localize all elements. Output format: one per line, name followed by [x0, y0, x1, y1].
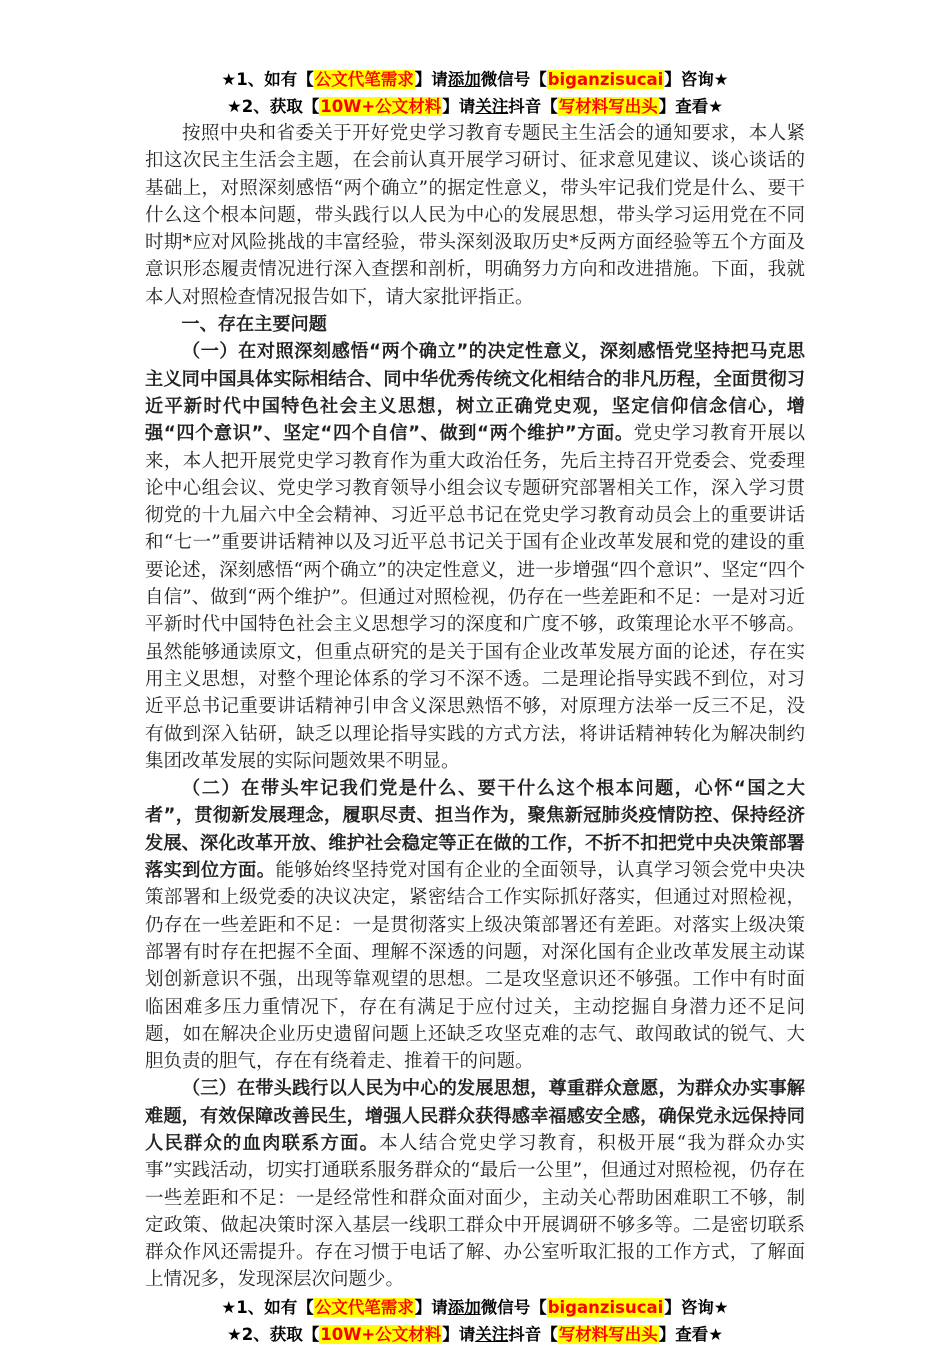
promo-highlight: 公文代笔需求 [314, 70, 414, 89]
promo-highlight: 写材料写出头 [558, 1324, 658, 1344]
section-heading: 一、存在主要问题 [181, 314, 327, 336]
promo-highlight: 10W+公文材料 [320, 97, 442, 116]
promo-underline: 添加 [447, 70, 481, 89]
promo-highlight: 10W+公文材料 [320, 1324, 442, 1344]
promo-underline: 关注 [475, 1324, 509, 1344]
promo-text: 】咨询★ [664, 70, 729, 89]
promo-text: 微信号【 [480, 70, 547, 89]
document-body [145, 66, 805, 1348]
promo-underline: 关注 [475, 97, 509, 116]
item-bold-lead: （二）在带头牢记我们党是什么、要干什么这个根本问题，心怀“国之大者”，贯彻新发展理念，履职尽责、担当作为，聚焦新冠肺炎疫情防控、保持经济发展、深化改革开放、维护社会稳定等正在做的工作，不折不扣把党中央决策部署落实到位方面。 [145, 778, 805, 882]
promo-text: 】请 [414, 70, 448, 89]
promo-text: 抖音【 [508, 97, 558, 116]
promo-line-2 [145, 93, 805, 120]
promo-text: 】请 [414, 1297, 448, 1317]
item-paragraph-1 [145, 338, 805, 775]
promo-text: 抖音【 [508, 1324, 558, 1344]
item-body-text: 党史学习教育开展以来，本人把开展党史学习教育作为重大政治任务，先后主持召开党委会、党委理论中心组会议、党史学习教育领导小组会议专题研究部署相关工作，深入学习贯彻党的十九届六中全会精神、习近平总书记在党史学习教育动员会上的重要讲话和“七一”重要讲话精神以及习近平总书记关于国有企业改革发展和党的建设的重要论述，深刻感悟“两个确立”的决定性意义，进一步增强“四个意识”、坚定“四个自信”、做到“两个维护”。但通过对照检视，仍存在一些差距和不足：一是对习近平新时代中国特色社会主义思想学习的深度和广度不够，政策理论水平不够高。虽然能够通读原文，但重点研究的是关于国有企业改革发展方面的论述，存在实用主义思想，对整个理论体系的学习不深不透。二是理论指导实践不到位，对习近平总书记重要讲话精神引申含义深思熟悟不够，对原理方法举一反三不足，没有做到深入钻研，缺乏以理论指导实践的方式方法，将讲话精神转化为解决制约集团改革发展的实际问题效果不明显。 [145, 423, 805, 772]
intro-paragraph: 按照中央和省委关于开好党史学习教育专题民主生活会的通知要求，本人紧扣这次民主生活会主题，在会前认真开展学习研讨、征求意见建议、谈心谈话的基础上，对照深刻感悟“两个确立”的据定性意义，带头牢记我们党是什么、要干什么这个根本问题，带头践行以人民为中心的发展思想，带头学习运用党在不同时期*应对风险挑战的丰富经验，带头深刻汲取历史*反两方面经验等五个方面及意识形态履责情况进行深入查摆和剖析，明确努力方向和改进措施。下面，我就本人对照检查情况报告如下，请大家批评指正。 [145, 123, 805, 308]
promo-text: 】查看★ [658, 97, 724, 116]
promo-text: 】请 [442, 1324, 476, 1344]
promo-line-3 [145, 1294, 805, 1321]
promo-line-1 [145, 66, 805, 93]
promo-text: 微信号【 [480, 1297, 547, 1317]
promo-text: 】查看★ [658, 1324, 724, 1344]
promo-highlight: biganzisucai [547, 70, 664, 89]
promo-text: ★2、获取【 [226, 1324, 320, 1344]
promo-text: ★1、如有【 [221, 1297, 314, 1317]
item-paragraph-2 [145, 775, 805, 1075]
item-body-text: 能够始终坚持党对国有企业的全面领导，认真学习领会党中央决策部署和上级党委的决议决定，紧密结合工作实际抓好落实，但通过对照检视，仍存在一些差距和不足：一是贯彻落实上级决策部署还有差距。对落实上级决策部署有时存在把握不全面、理解不深透的问题，对深化国有企业改革发展主动谋划创新意识不强，出现等靠观望的思想。二是攻坚意识还不够强。工作中有时面临困难多压力重情况下，存在有满足于应付过关，主动挖掘自身潜力还不足问题，如在解决企业历史遗留问题上还缺乏攻坚克难的志气、敢闯敢试的锐气、大胆负责的胆气，存在有绕着走、推着干的问题。 [145, 860, 805, 1073]
promo-highlight: biganzisucai [547, 1297, 664, 1317]
promo-text: 】请 [442, 97, 476, 116]
promo-underline: 添加 [447, 1297, 481, 1317]
promo-highlight: 公文代笔需求 [314, 1297, 414, 1317]
item-paragraph-3 [145, 1075, 805, 1293]
item-body-text: 本人结合党史学习教育，积极开展“我为群众办实事”实践活动，切实打通联系服务群众的“最后一公里”，但通过对照检视，仍存在一些差距和不足：一是经常性和群众面对面少，主动关心帮助困难职工不够，制定政策、做起决策时深入基层一线职工群众中开展调研不够多等。二是密切联系群众作风还需提升。存在习惯于电话了解、办公室听取汇报的工作方式，了解面上情况多，发现深层次问题少。 [145, 1132, 805, 1291]
item-bold-lead: （一）在对照深刻感悟“两个确立”的决定性意义，深刻感悟党坚持把马克思主义同中国具体实际相结合、同中华优秀传统文化相结合的非凡历程，全面贯彻习近平新时代中国特色社会主义思想，树立正确党史观，坚定信仰信念信心，增强“四个意识”、坚定“四个自信”、做到“两个维护”方面。 [145, 341, 805, 445]
promo-text: 】咨询★ [664, 1297, 729, 1317]
promo-highlight: 写材料写出头 [558, 97, 658, 116]
item-bold-lead: （三）在带头践行以人民为中心的发展思想，尊重群众意愿，为群众办实事解难题，有效保障改善民生，增强人民群众获得感幸福感安全感，确保党永远保持同人民群众的血肉联系方面。 [145, 1078, 805, 1154]
promo-text: ★2、获取【 [226, 97, 320, 116]
promo-text: ★1、如有【 [221, 70, 314, 89]
